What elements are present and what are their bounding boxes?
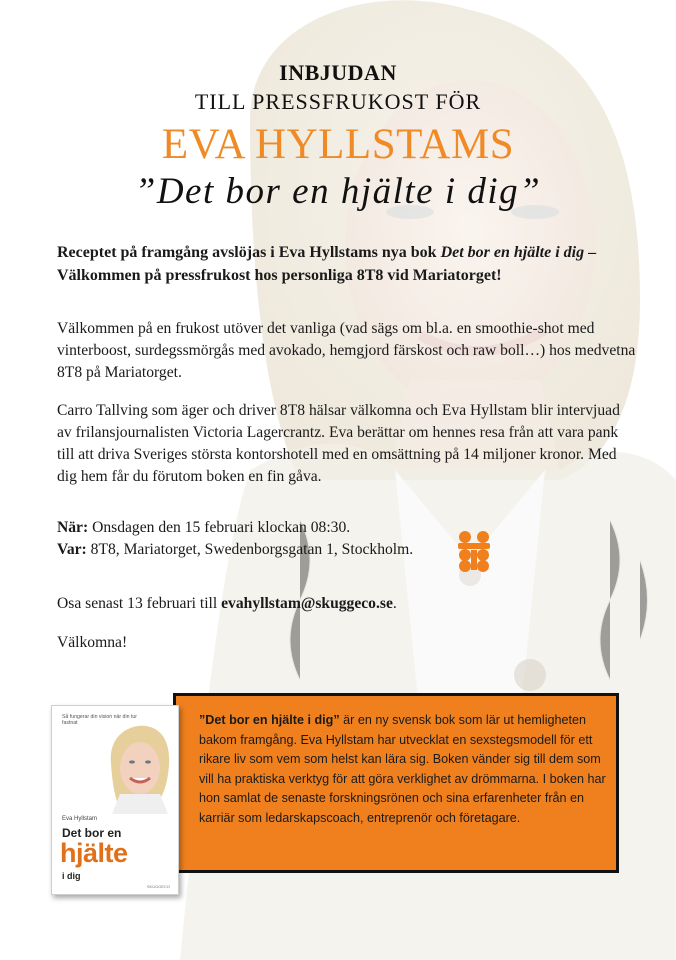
- when-value: Onsdagen den 15 februari klockan 08:30.: [88, 519, 351, 536]
- book-cover-title-line2: hjälte: [60, 838, 128, 868]
- lead-part1: Receptet på framgång avslöjas i Eva Hyllstams nya bok: [57, 244, 441, 261]
- rsvp-text: Osa senast 13 februari till: [57, 595, 222, 612]
- rsvp-line: [57, 593, 637, 615]
- book-cover-title-line3: i dig: [62, 871, 81, 881]
- where-value: 8T8, Mariatorget, Swedenborgsgatan 1, Stockholm.: [86, 541, 414, 558]
- lead-part2: – Välkommen på pressfrukost hos personliga 8T8 vid Mariatorget!: [57, 244, 597, 284]
- book-cover-author: Eva Hyllstam: [62, 816, 98, 822]
- author-name-heading: EVA HYLLSTAMS: [161, 121, 515, 168]
- book-cover-publisher: SKUGGECO: [146, 884, 170, 889]
- book-info-text: [199, 711, 609, 828]
- event-details: [57, 517, 637, 561]
- invitation-heading: INBJUDAN: [279, 60, 397, 85]
- book-info-lead: ”Det bor en hjälte i dig”: [199, 713, 340, 727]
- when-label: När:: [57, 519, 89, 536]
- lead-book-title: Det bor en hjälte i dig: [440, 244, 585, 261]
- book-cover-tagline: Så fungerar din vision när din tur fastnat: [62, 714, 137, 726]
- lead-paragraph: [57, 241, 637, 287]
- when-line: [57, 517, 637, 539]
- paragraph-program: Carro Tallving som äger och driver 8T8 hälsar välkomna och Eva Hyllstam blir intervjuad av frilansjournalisten Victoria Lagercrantz. Eva berättar om hennes resa från att vara pank till att driva Sveriges största kontorshotell med en omsättning på 14 miljoner kronor. Med dig hem får du förutom boken en fin gåva.: [57, 402, 620, 485]
- book-cover-title-line1: Det bor en: [62, 826, 122, 840]
- invitation-subheading: TILL PRESSFRUKOST FÖR: [194, 89, 482, 114]
- book-info-body: är en ny svensk bok som lär ut hemligheten bakom framgång. Eva Hyllstam har utvecklat en sexstegsmodell för ett rikare liv som vem som helst kan lära sig. Boken vänder sig till dem som vill ha praktiska verktyg för att göra verklighet av drömmarna. I boken har hon samlat de senaste forskningsrönen och sina erfarenheter från en karriär som ledarskapscoach, entreprenör och företagare.: [199, 713, 606, 825]
- book-cover-image: [51, 705, 179, 895]
- where-line: [57, 539, 637, 561]
- rsvp-email-link[interactable]: evahyllstam@skuggeco.se: [221, 595, 393, 612]
- where-label: Var:: [57, 541, 87, 558]
- author-photo-icon: [106, 724, 172, 814]
- 8t8-logo-icon: [456, 530, 492, 572]
- book-info-box: [173, 693, 619, 873]
- book-title-heading: ”Det bor en hjälte i dig”: [134, 171, 542, 212]
- closing-greeting: Välkomna!: [57, 634, 128, 651]
- rsvp-end: .: [392, 595, 397, 612]
- paragraph-breakfast: Välkommen på en frukost utöver det vanliga (vad sägs om bl.a. en smoothie-shot med vinterboost, surdegssmörgås med avokado, hemgjord färskost och raw boll…) hos medvetna 8T8 på Mariatorget.: [57, 320, 636, 381]
